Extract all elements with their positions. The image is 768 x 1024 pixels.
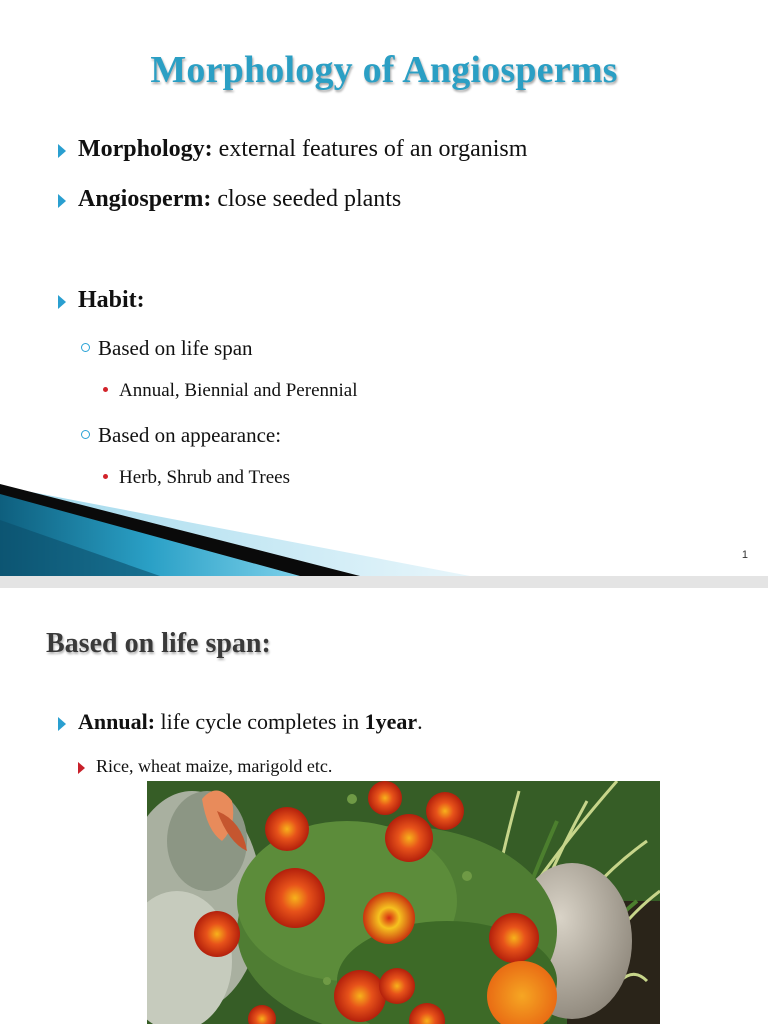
slide-title: Morphology of Angiosperms bbox=[150, 49, 618, 91]
bullet-annual: Annual: life cycle completes in 1year. bbox=[78, 709, 423, 734]
bullet-angiosperm: Angiosperm: close seeded plants bbox=[78, 186, 402, 212]
slide-title: Based on life span: bbox=[46, 628, 271, 659]
habit-item-life-span: Annual, Biennial and Perennial bbox=[119, 380, 358, 401]
page-number: 1 bbox=[741, 549, 748, 561]
bullet-arrow-icon bbox=[58, 144, 66, 158]
circle-bullet-icon bbox=[81, 430, 90, 439]
bullet-arrow-icon bbox=[58, 295, 66, 309]
dot-bullet-icon bbox=[103, 474, 108, 479]
bullet-habit: Habit: bbox=[78, 287, 145, 313]
habit-group-life-span: Based on life span bbox=[98, 336, 253, 360]
bullet-morphology: Morphology: external features of an organism bbox=[78, 136, 528, 162]
bullet-arrow-icon bbox=[58, 194, 66, 208]
slide-separator bbox=[0, 576, 768, 588]
circle-bullet-icon bbox=[81, 343, 90, 352]
slide-2 bbox=[0, 588, 768, 1024]
bullet-arrow-icon bbox=[58, 717, 66, 731]
dot-bullet-icon bbox=[103, 387, 108, 392]
habit-group-appearance: Based on appearance: bbox=[98, 423, 282, 447]
marigold-photo bbox=[147, 781, 660, 1024]
annual-examples: Rice, wheat maize, marigold etc. bbox=[96, 756, 333, 776]
decorative-swoosh bbox=[0, 480, 470, 576]
bullet-arrow-icon bbox=[78, 762, 85, 774]
habit-item-appearance: Herb, Shrub and Trees bbox=[119, 467, 290, 488]
